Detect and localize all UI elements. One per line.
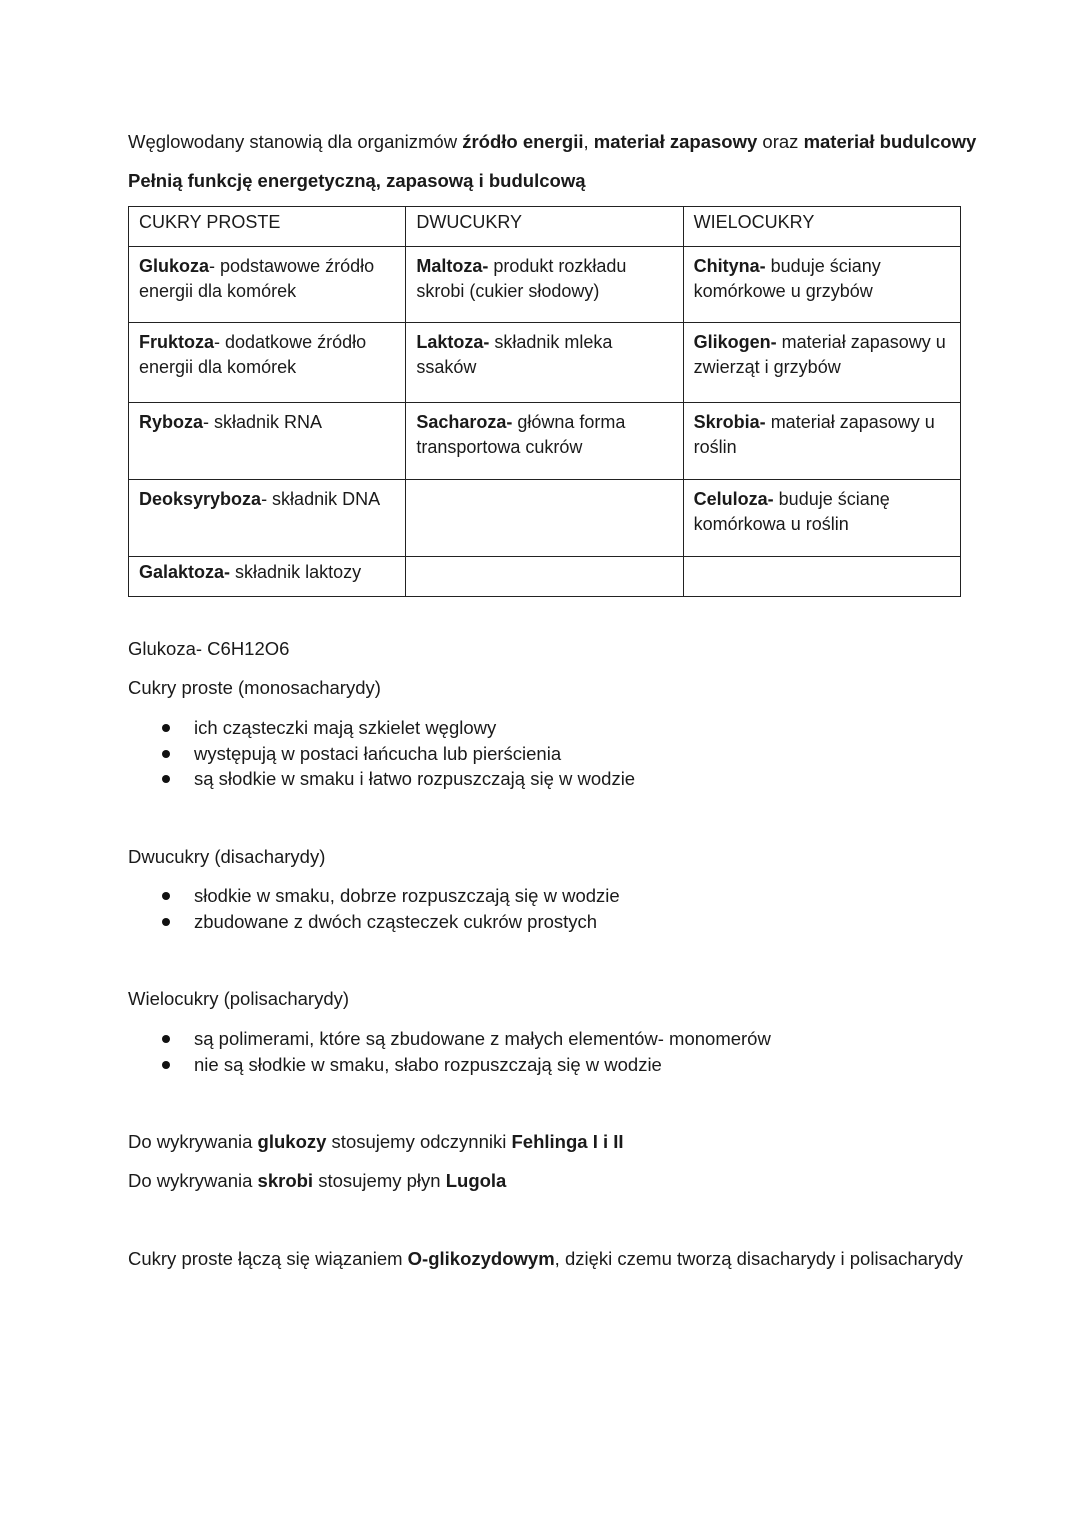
detection-text: Do wykrywania [128,1131,258,1152]
list-item [162,715,635,741]
header-disaccharides: DWUCUKRY [406,207,683,247]
bullet-icon [162,1035,170,1043]
cell-desc: składnik laktozy [230,562,362,582]
table-cell [129,403,406,480]
detection-text: stosujemy odczynniki [326,1131,512,1152]
disaccharides-title: Dwucukry (disacharydy) [128,846,326,867]
detection-starch: skrobi [257,1170,314,1191]
table-row [129,480,961,557]
cell-desc: główna forma transportowa cukrów [416,412,626,457]
bullet-icon [162,750,170,758]
table-cell [129,480,406,557]
cell-term: Chityna- [693,256,766,276]
bullet-icon [162,918,170,926]
intro-energy-source: źródło energii [462,131,584,152]
table-cell-empty [683,557,960,597]
table-row [129,557,961,597]
table-cell [129,323,406,403]
list-item-text: ich cząsteczki mają szkielet węglowy [194,717,497,738]
cell-term: Sacharoza- [416,412,513,432]
cell-desc: - dodatkowe źródło energii dla komórek [139,332,367,377]
table-cell [683,480,960,557]
table-cell [683,403,960,480]
glucose-detection-line [128,1130,624,1154]
table-row [129,323,961,403]
cell-desc: - podstawowe źródło energii dla komórek [139,256,375,301]
table-cell [406,247,683,323]
detection-text: Do wykrywania [128,1170,258,1191]
table-cell [683,323,960,403]
cell-term: Celuloza- [693,489,774,509]
cell-desc: składnik mleka ssaków [416,332,613,377]
list-item-text: nie są słodkie w smaku, słabo rozpuszczają się w wodzie [194,1053,662,1075]
bullet-icon [162,892,170,900]
table-cell-empty [406,480,683,557]
monosaccharides-title: Cukry proste (monosacharydy) [128,677,381,698]
cell-term: Maltoza- [416,256,489,276]
disaccharides-list [162,883,620,934]
table-row [129,403,961,480]
table-cell [129,247,406,323]
functions-heading [128,169,586,193]
list-item [162,1026,771,1052]
list-item-text: są słodkie w smaku i łatwo rozpuszczają się w wodzie [194,768,636,789]
cell-term: Ryboza [139,412,204,432]
intro-text: Węglowodany stanowią dla organizmów [128,131,463,152]
list-item [162,766,635,792]
list-item-text: występują w postaci łańcucha lub pierścienia [194,742,562,764]
header-monosaccharides: CUKRY PROSTE [129,207,406,247]
detection-text: stosujemy płyn [313,1170,446,1191]
table-cell-empty [406,557,683,597]
cell-term: Glikogen- [693,332,777,352]
table-cell [129,557,406,597]
sugar-classification-table [128,206,961,597]
list-item [162,741,635,767]
list-item-text: zbudowane z dwóch cząsteczek cukrów prostych [194,910,598,932]
list-item-text: słodkie w smaku, dobrze rozpuszczają się w wodzie [194,885,620,906]
cell-desc: - składnik RNA [203,412,323,432]
cell-desc: materiał zapasowy u zwierząt i grzybów [693,332,946,377]
monosaccharides-list [162,715,635,792]
cell-desc: - składnik DNA [261,489,381,509]
table-row [129,247,961,323]
cell-desc: materiał zapasowy u roślin [693,412,935,457]
cell-term: Laktoza- [416,332,490,352]
cell-term: Skrobia- [693,412,766,432]
detection-fehling: Fehlinga I i II [511,1131,624,1152]
cell-desc: buduje ściany komórkowe u grzybów [693,256,881,301]
cell-desc: produkt rozkładu skrobi (cukier słodowy) [416,256,627,301]
bullet-icon [162,724,170,732]
list-item [162,1052,771,1078]
detection-lugol: Lugola [445,1170,507,1191]
bond-type: O-glikozydowym [407,1248,555,1269]
bullet-icon [162,775,170,783]
bullet-icon [162,1061,170,1069]
detection-glucose: glukozy [257,1131,327,1152]
intro-comma: , [583,131,594,152]
cell-term: Deoksyryboza [139,489,262,509]
functions-text: Pełnią funkcję energetyczną, zapasową i budulcową [128,170,586,191]
list-item [162,909,620,935]
intro-storage-material: materiał zapasowy [593,131,758,152]
cell-desc: buduje ścianę komórkowa u roślin [693,489,890,534]
intro-and: oraz [757,131,804,152]
list-item-text: są polimerami, które są zbudowane z małych elementów- monomerów [194,1028,771,1049]
table-cell [406,323,683,403]
table-header-row [129,207,961,247]
header-polysaccharides: WIELOCUKRY [683,207,960,247]
intro-paragraph [128,130,976,154]
starch-detection-line [128,1169,506,1193]
intro-building-material: materiał budulcowy [803,131,977,152]
table-cell [683,247,960,323]
cell-term: Galaktoza- [139,562,231,582]
cell-term: Glukoza [139,256,210,276]
polysaccharides-title: Wielocukry (polisacharydy) [128,988,350,1009]
glucose-formula: Glukoza- C6H12O6 [128,638,290,659]
bond-text: , dzięki czemu tworzą disacharydy i polisacharydy [554,1248,963,1269]
cell-term: Fruktoza [139,332,215,352]
glycosidic-bond-line [128,1247,963,1271]
polysaccharides-list [162,1026,771,1077]
table-cell [406,403,683,480]
bond-text: Cukry proste łączą się wiązaniem [128,1248,408,1269]
list-item [162,883,620,909]
